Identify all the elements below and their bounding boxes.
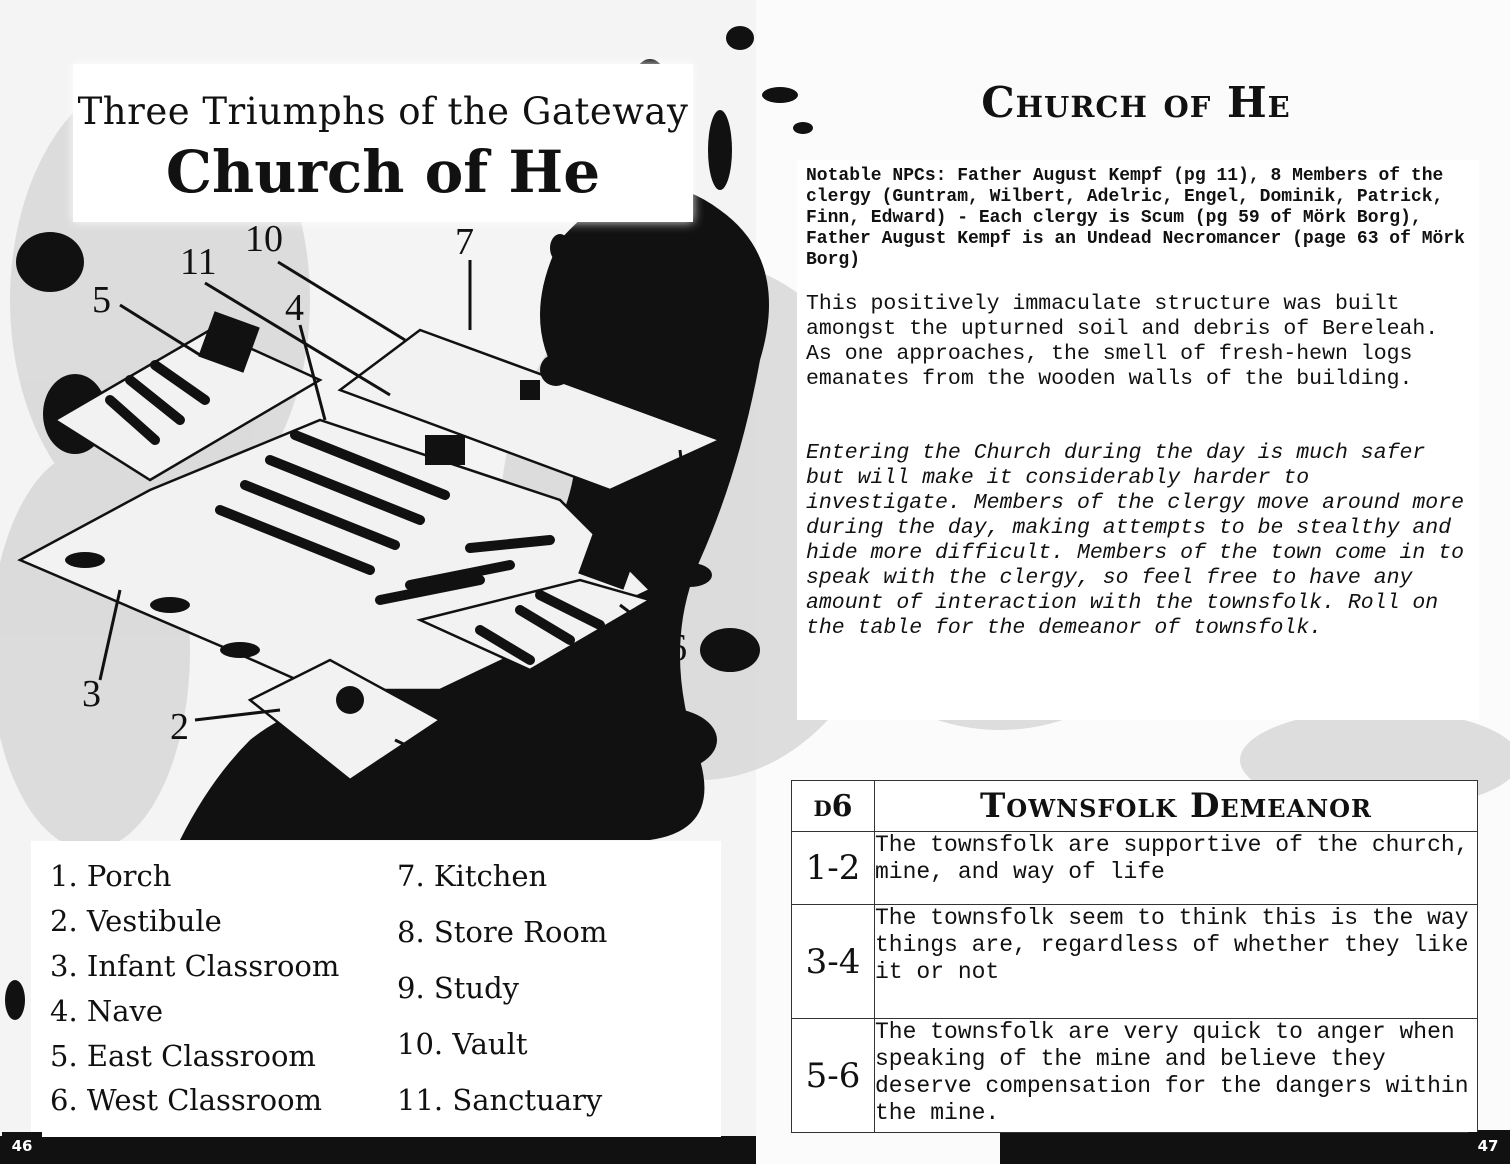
- roll-result: The townsfolk seem to think this is the way things are, regardless of whether they like it or not: [875, 905, 1478, 1019]
- legend-item: 7. Kitchen: [397, 859, 548, 893]
- roll-result: The townsfolk are very quick to anger when speaking of the mine and believe they deserve compensation for the dangers within the mine.: [875, 1019, 1478, 1133]
- roll-value: 1-2: [792, 832, 875, 905]
- legend-item: 11. Sanctuary: [397, 1083, 603, 1117]
- roll-result: The townsfolk are supportive of the church, mine, and way of life: [875, 832, 1478, 905]
- section-title: Church of He: [981, 78, 1291, 127]
- legend-item: 5. East Classroom: [50, 1039, 316, 1073]
- table-row: [792, 905, 1478, 1019]
- roll-value: 5-6: [792, 1019, 875, 1133]
- table-row: [792, 832, 1478, 905]
- legend-item: 3. Infant Classroom: [50, 949, 340, 983]
- table-title: Townsfolk Demeanor: [875, 781, 1478, 832]
- map-label-sanctuary: 11: [180, 241, 217, 283]
- chapter-title: Church of He: [165, 138, 601, 206]
- map-label-store-room: 8: [592, 281, 611, 323]
- townsfolk-demeanor-table: [791, 780, 1478, 1133]
- legend-item: 9. Study: [397, 971, 520, 1005]
- church-floor-map: [0, 0, 756, 850]
- legend-item: 10. Vault: [397, 1027, 528, 1061]
- page-number-right: 47: [1468, 1132, 1508, 1160]
- roll-value: 3-4: [792, 905, 875, 1019]
- map-label-vestibule: 2: [170, 706, 189, 748]
- map-label-vault: 10: [245, 218, 283, 260]
- legend-item: 8. Store Room: [397, 915, 608, 949]
- map-label-west-classroom: 6: [668, 627, 687, 669]
- table-row: [792, 1019, 1478, 1133]
- map-label-east-classroom: 5: [92, 279, 111, 321]
- map-label-nave: 4: [285, 287, 304, 329]
- notable-npcs: Notable NPCs: Father August Kempf (pg 11), 8 Members of the clergy (Guntram, Wilbert, Adelric, Engel, Dominik, Patrick, Finn, Edward) - Each clergy is Scum (pg 59 of Mörk Borg), Father August Kempf is an Undead Necromancer (page 63 of Mörk Borg): [806, 166, 1465, 270]
- daytime-paragraph: Entering the Church during the day is much safer but will make it considerably harder to investigate. Members of the clergy move around more during the day, making attempts to be stealthy and hide more difficult. Members of the town come in to speak with the clergy, so feel free to have any amount of interaction with the townsfolk. Roll on the table for the demeanor of townsfolk.: [806, 441, 1465, 640]
- legend-item: 1. Porch: [50, 859, 172, 893]
- book-title: Three Triumphs of the Gateway: [77, 90, 689, 133]
- description-paragraph: This positively immaculate structure was built amongst the upturned soil and debris of Bereleah. As one approaches, the smell of fresh-hewn logs emanates from the wooden walls of the building.: [806, 292, 1439, 391]
- legend-item: 4. Nave: [50, 994, 164, 1028]
- map-label-porch: 1: [482, 771, 501, 813]
- die-header: d6: [792, 781, 875, 832]
- legend-item: 2. Vestibule: [50, 904, 222, 938]
- map-label-infant-classroom: 3: [82, 673, 101, 715]
- map-label-study: 9: [680, 531, 699, 573]
- map-label-kitchen: 7: [455, 221, 474, 263]
- table-header-row: [792, 781, 1478, 832]
- room-legend: [31, 841, 721, 1137]
- page-number-left: 46: [2, 1132, 42, 1160]
- legend-item: 6. West Classroom: [50, 1083, 323, 1117]
